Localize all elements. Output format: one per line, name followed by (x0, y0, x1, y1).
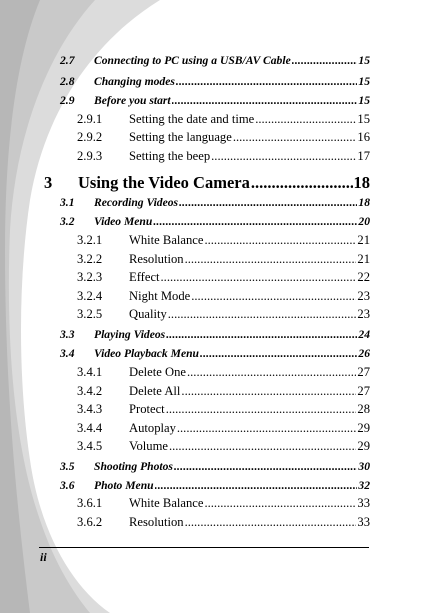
toc-entry-number: 3.2 (60, 215, 75, 228)
toc-entry-number: 2.9.1 (77, 112, 103, 126)
toc-leader-dots (185, 252, 357, 267)
toc-leader-dots (251, 173, 353, 193)
toc-entry-title: Setting the beep (129, 149, 211, 163)
toc-entry-number: 3.2.5 (77, 307, 103, 321)
toc-entry-number: 3.4.1 (77, 365, 103, 379)
toc-entry[interactable] (77, 402, 370, 417)
toc-entry-page: 15 (358, 94, 370, 107)
toc-leader-dots (176, 75, 358, 88)
toc-chapter-page: 18 (353, 173, 370, 192)
toc-entry-title: Recording Videos (94, 196, 179, 209)
toc-entry[interactable] (60, 94, 370, 107)
toc-entry-title: Photo Menu (94, 479, 154, 492)
toc-entry-page: 15 (358, 54, 370, 67)
toc-entry-title: Shooting Photos (94, 460, 173, 473)
toc-entry[interactable] (77, 270, 370, 285)
toc-entry-number: 2.7 (60, 54, 75, 67)
toc-entry-page: 15 (358, 75, 370, 88)
toc-entry-title: Protect (129, 402, 165, 416)
toc-entry-title: Changing modes (94, 75, 175, 88)
toc-leader-dots (166, 402, 357, 417)
toc-entry-page: 32 (358, 479, 370, 492)
toc-entry-title: Resolution (129, 515, 184, 529)
toc-entry-title: Setting the language (129, 130, 232, 144)
toc-entry-number: 3.5 (60, 460, 75, 473)
toc-entry-number: 3.4 (60, 347, 75, 360)
toc-leader-dots (179, 196, 357, 209)
toc-entry-number: 2.9.3 (77, 149, 103, 163)
toc-leader-dots (172, 94, 358, 107)
toc-entry-page: 17 (357, 149, 370, 163)
toc-entry[interactable] (60, 75, 370, 88)
toc-leader-dots (255, 112, 356, 127)
toc-entry[interactable] (77, 252, 370, 267)
toc-entry-page: 27 (357, 384, 370, 398)
toc-entry-page: 30 (358, 460, 370, 473)
toc-chapter-number: 3 (44, 173, 53, 192)
toc-entry-page: 33 (357, 515, 370, 529)
toc-leader-dots (166, 328, 357, 341)
toc-entry[interactable] (77, 496, 370, 511)
toc-entry-page: 15 (357, 112, 370, 126)
toc-entry[interactable] (77, 421, 370, 436)
toc-entry-page: 21 (357, 233, 370, 247)
toc-entry[interactable] (77, 233, 370, 248)
toc-entry-page: 24 (358, 328, 370, 341)
toc-leader-dots (191, 289, 356, 304)
toc-entry[interactable] (77, 112, 370, 127)
toc-entry-title: White Balance (129, 496, 204, 510)
toc-entry-page: 18 (358, 196, 370, 209)
toc-entry[interactable] (77, 289, 370, 304)
toc-leader-dots (161, 270, 357, 285)
toc-entry-number: 2.8 (60, 75, 75, 88)
toc-entry[interactable] (60, 54, 370, 67)
toc-chapter-title: Using the Video Camera (78, 173, 250, 192)
toc-entry[interactable] (77, 439, 370, 454)
toc-entry[interactable] (60, 347, 370, 360)
toc-entry-title: Connecting to PC using a USB/AV Cable (94, 54, 291, 67)
toc-leader-dots (200, 347, 357, 360)
toc-entry-title: Effect (129, 270, 160, 284)
toc-leader-dots (181, 384, 356, 399)
toc-entry-title: Playing Videos (94, 328, 166, 341)
toc-leader-dots (187, 365, 356, 380)
toc-leader-dots (169, 439, 356, 454)
toc-entry[interactable] (60, 479, 370, 492)
toc-leader-dots (168, 307, 357, 322)
toc-entry-title: Delete All (129, 384, 181, 398)
toc-entry-title: Autoplay (129, 421, 176, 435)
toc-entry-title: Quality (129, 307, 167, 321)
toc-entry-page: 29 (357, 421, 370, 435)
toc-leader-dots (211, 149, 356, 164)
toc-entry-number: 3.6.1 (77, 496, 103, 510)
toc-leader-dots (153, 215, 357, 228)
toc-entry[interactable] (77, 307, 370, 322)
toc-entry-number: 3.4.3 (77, 402, 103, 416)
toc-entry-number: 3.2.1 (77, 233, 103, 247)
toc-entry-page: 28 (357, 402, 370, 416)
toc-chapter-entry[interactable] (44, 173, 370, 193)
toc-entry-title: Delete One (129, 365, 186, 379)
toc-entry-number: 3.4.2 (77, 384, 103, 398)
toc-leader-dots (204, 233, 356, 248)
toc-entry[interactable] (60, 215, 370, 228)
toc-entry-title: Video Playback Menu (94, 347, 199, 360)
toc-entry-title: Before you start (94, 94, 171, 107)
toc-entry-page: 22 (357, 270, 370, 284)
toc-entry-title: White Balance (129, 233, 204, 247)
toc-entry-number: 3.2.2 (77, 252, 103, 266)
toc-entry[interactable] (77, 130, 370, 145)
toc-entry-title: Volume (129, 439, 168, 453)
toc-entry-page: 33 (357, 496, 370, 510)
toc-entry[interactable] (77, 384, 370, 399)
toc-entry-number: 3.1 (60, 196, 75, 209)
toc-entry-number: 2.9 (60, 94, 75, 107)
toc-entry-title: Video Menu (94, 215, 153, 228)
toc-entry[interactable] (77, 365, 370, 380)
toc-entry-page: 23 (357, 307, 370, 321)
toc-entry-page: 21 (357, 252, 370, 266)
toc-entry[interactable] (77, 149, 370, 164)
toc-entry-page: 26 (358, 347, 370, 360)
toc-entry[interactable] (77, 515, 370, 530)
toc-entry-page: 23 (357, 289, 370, 303)
toc-entry-page: 27 (357, 365, 370, 379)
toc-entry-number: 3.2.3 (77, 270, 103, 284)
toc-entry-number: 3.6.2 (77, 515, 103, 529)
toc-leader-dots (177, 421, 357, 436)
toc-entry[interactable] (60, 460, 370, 473)
toc-entry-title: Resolution (129, 252, 184, 266)
toc-entry-number: 3.4.4 (77, 421, 103, 435)
footer-page-number: ii (40, 550, 47, 564)
toc-leader-dots (204, 496, 356, 511)
toc-entry-number: 3.6 (60, 479, 75, 492)
toc-leader-dots (292, 54, 358, 67)
toc-entry-number: 3.2.4 (77, 289, 103, 303)
toc-leader-dots (233, 130, 357, 145)
toc-entry[interactable] (60, 328, 370, 341)
toc-entry[interactable] (60, 196, 370, 209)
toc-leader-dots (174, 460, 357, 473)
toc-entry-title: Night Mode (129, 289, 191, 303)
toc-entry-number: 3.3 (60, 328, 75, 341)
toc-entry-number: 3.4.5 (77, 439, 103, 453)
toc-entry-page: 20 (358, 215, 370, 228)
toc-entry-title: Setting the date and time (129, 112, 255, 126)
toc-entry-page: 16 (357, 130, 370, 144)
toc-entry-number: 2.9.2 (77, 130, 103, 144)
toc-entry-page: 29 (357, 439, 370, 453)
toc-leader-dots (155, 479, 358, 492)
toc-leader-dots (185, 515, 357, 530)
